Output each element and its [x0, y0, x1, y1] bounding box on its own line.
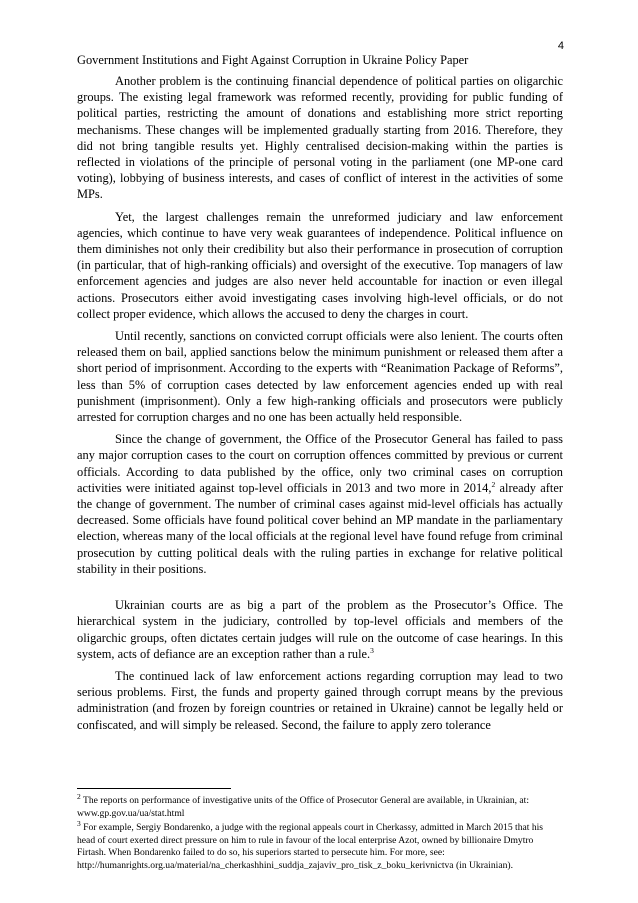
footnote-mark: 2: [77, 791, 81, 801]
paragraph-text: Since the change of government, the Office of the Prosecutor General has failed to pass any major corruption cases to the court on corruption offences committed by previous or current officials. According to data published by the office, only two criminal cases on corruption activities were initiated against top-level officials in 2013 and two more in 2014,: [77, 432, 563, 495]
footnote-mark: 3: [77, 819, 81, 828]
body-text: [77, 73, 563, 739]
paragraph-party-financing: Another problem is the continuing financial dependence of political parties on oligarchic groups. The existing legal framework was reformed recently, providing for public funding of political parties, restricting the amount of donations and establishing more strict reporting mechanisms. These changes will be implemented gradually starting from 2016. Therefore, they did not bring tangible results yet. Highly centralised decision-making within the parties is reflected in violations of the principle of personal voting in the parliament (one MP-one card voting), lobbying of business interests, and cases of conflict of interest in the activities of some MPs.: [77, 74, 563, 202]
paragraph-ukrainian-courts: [77, 597, 563, 662]
running-header: Government Institutions and Fight Against Corruption in Ukraine Policy Paper: [77, 53, 469, 67]
paragraph-lenient-sanctions: Until recently, sanctions on convicted corrupt officials were also lenient. The courts often released them on bail, applied sanctions below the minimum punishment or released them after a short period of imprisonment. According to the experts with “Reanimation Package of Reforms”, less than 5% of corruption cases detected by law enforcement agencies ended up with real punishment (imprisonment). Only a few high-ranking officials and prosecutors were publicly arrested for corruption charges and no one has been actually held responsible.: [77, 329, 563, 425]
footnote-3: [77, 819, 563, 872]
page-number: 4: [557, 40, 564, 52]
footnote-2: [77, 791, 563, 820]
footnote-separator: [77, 788, 231, 789]
paragraph-judiciary-challenges: Yet, the largest challenges remain the unreformed judiciary and law enforcement agencies, which continue to have very weak guarantees of independence. Political influence on them diminishes not only their credibility but also their performance in prosecution of corruption (in particular, that of high-ranking officials) and oversight of the executive. Top managers of law enforcement agencies and judges are also never held accountable for inaction or even illegal actions. Prosecutors either avoid investigating cases involving high-level officials, or do not collect proper evidence, which allows the accused to deny the charges in court.: [77, 209, 563, 321]
paragraph-text: Ukrainian courts are as big a part of the problem as the Prosecutor’s Office. The hierarchical system in the judiciary, controlled by top-level officials and members of the oligarchic groups, often dictates certain judges will rule on the outcome of case hearings. In this system, acts of defiance are an exception rather than a rule.: [77, 598, 563, 661]
footnotes: [77, 791, 563, 875]
paragraph-law-enforcement-problems: The continued lack of law enforcement actions regarding corruption may lead to two serious problems. First, the funds and property gained through corrupt means by the previous administration (and frozen by foreign countries or retained in Ukraine) cannot be legally held or confiscated, and will simply be released. Second, the failure to apply zero tolerance: [77, 668, 563, 732]
footnote-ref-3[interactable]: 3: [370, 645, 374, 655]
footnote-ref-2[interactable]: 2: [491, 479, 496, 489]
footnote-text: For example, Sergiy Bondarenko, a judge with the regional appeals court in Cherkassy, admitted in March 2015 that his head of court exerted direct pressure on him to rule in favour of the local enterprise Azot, owned by billionaire Dmytro Firtash. When Bondarenko failed to do so, his superiors started to persecute him. For more, see: http://humanrights.org.ua/material/na_cherkashhini_suddja_zajaviv_pro_tisk_z_boku_kerivnictva (in Ukrainian).: [77, 822, 544, 871]
footnote-text: The reports on performance of investigative units of the Office of Prosecutor General are available, in Ukrainian, at: www.gp.gov.ua/ua/stat.html: [77, 795, 530, 819]
paragraph-prosecutor-general: [77, 431, 563, 577]
paragraph-text: already after the change of government. The number of criminal cases against mid-level officials has actually decreased. Some officials have found political cover behind an MP mandate in the parliamentary election, whereas many of the local officials at the regional level have found refuge from criminal prosecution by cutting political deals with the ruling parties in exchange for relative political stability in their positions.: [77, 480, 563, 576]
